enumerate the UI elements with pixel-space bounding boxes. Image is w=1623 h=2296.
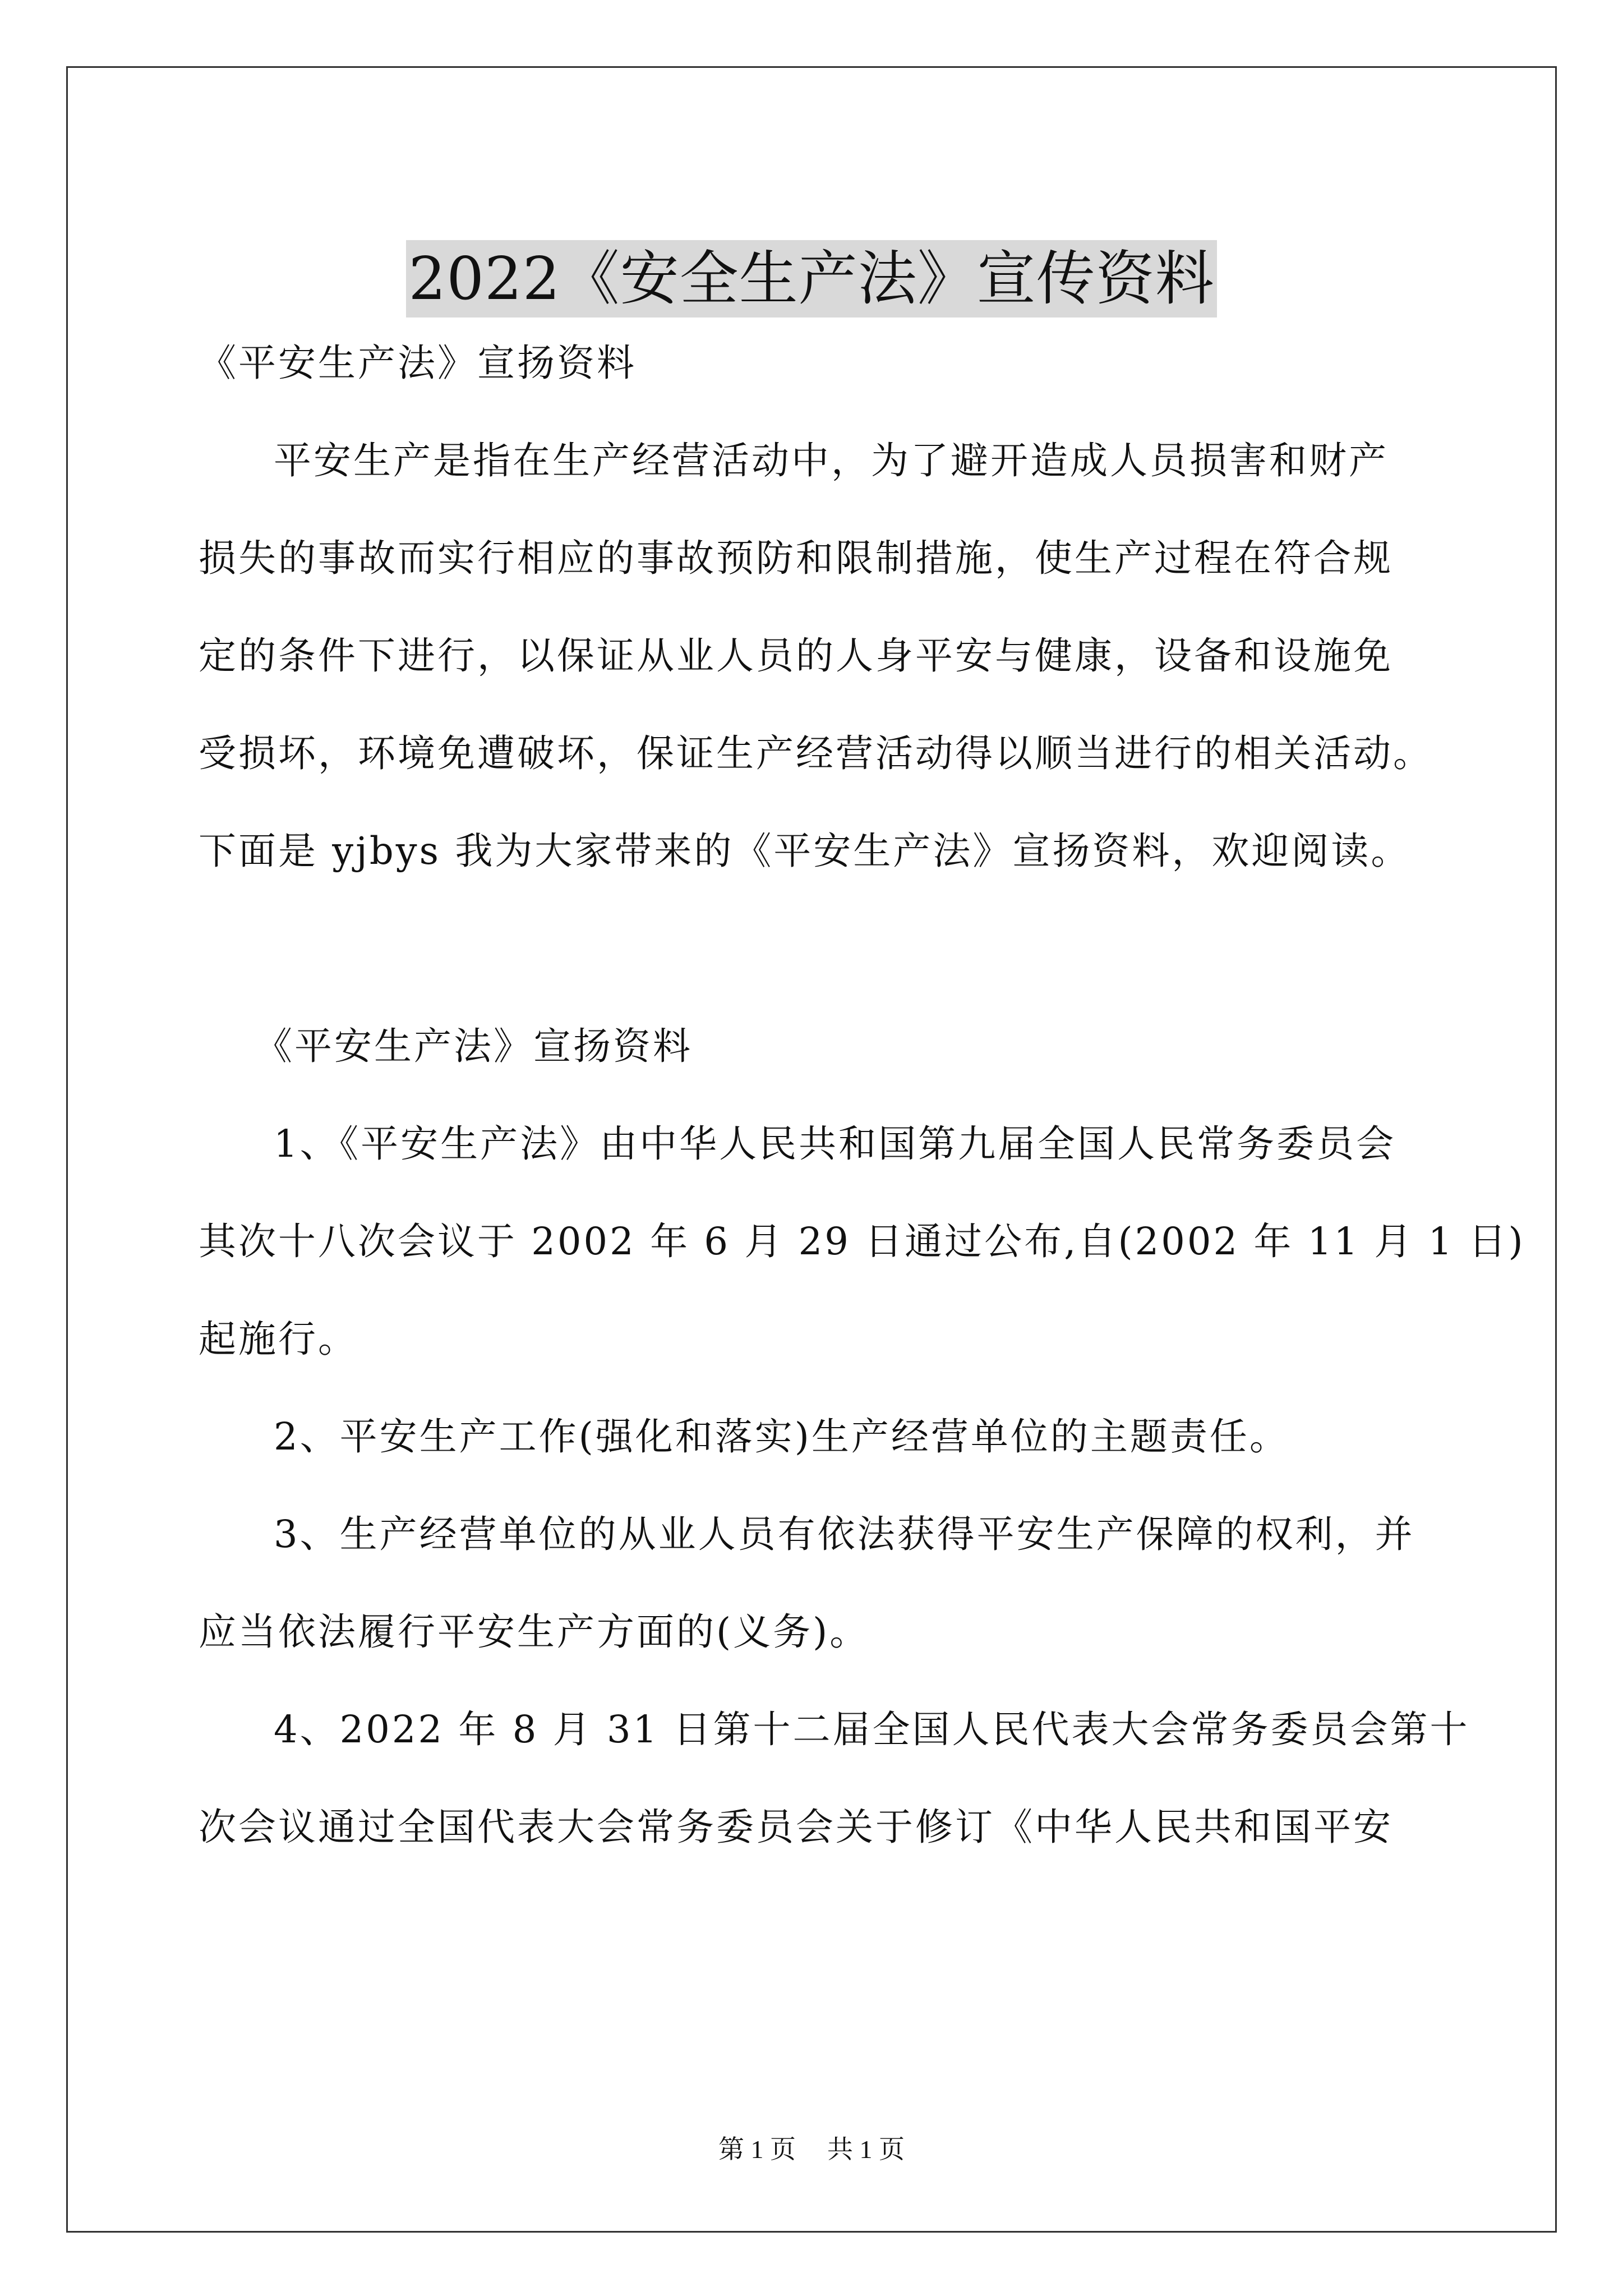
paragraph-line: 受损坏，环境免遭破坏，保证生产经营活动得以顺当进行的相关活动。 (199, 731, 1433, 775)
page-number-current: 第 1 页 (718, 2135, 796, 2164)
page-footer (0, 2133, 1623, 2166)
list-item-line: 3、生产经营单位的从业人员有依法获得平安生产保障的权利，并 (274, 1512, 1415, 1556)
page-number-total: 共 1 页 (827, 2135, 905, 2164)
paragraph-line: 定的条件下进行，以保证从业人员的人身平安与健康，设备和设施免 (199, 634, 1393, 678)
paragraph-line: 下面是 yjbys 我为大家带来的《平安生产法》宣扬资料，欢迎阅读。 (199, 829, 1411, 873)
paragraph-line: 平安生产是指在生产经营活动中，为了避开造成人员损害和财产 (274, 439, 1389, 482)
list-item-line: 次会议通过全国代表大会常务委员会关于修订《中华人民共和国平安 (199, 1805, 1393, 1849)
list-item-line: 起施行。 (199, 1317, 358, 1361)
list-item-line: 1、《平安生产法》由中华人民共和国第九届全国人民常务委员会 (274, 1122, 1396, 1166)
document-title: 2022《安全生产法》宣传资料 (406, 240, 1216, 318)
list-item-line: 其次十八次会议于 2002 年 6 月 29 日通过公布,自(2002 年 11 月 1 日) (199, 1220, 1525, 1263)
paragraph-line: 损失的事故而实行相应的事故预防和限制措施，使生产过程在符合规 (199, 536, 1393, 580)
list-item-line: 4、2022 年 8 月 31 日第十二届全国人民代表大会常务委员会第十 (274, 1708, 1470, 1751)
section-heading: 《平安生产法》宣扬资料 (199, 341, 637, 385)
list-item-line: 2、平安生产工作(强化和落实)生产经营单位的主题责任。 (274, 1415, 1289, 1458)
document-body (199, 314, 1525, 1876)
blank-line (199, 900, 1427, 997)
list-item-line: 应当依法履行平安生产方面的(义务)。 (199, 1610, 870, 1654)
section-heading: 《平安生产法》宣扬资料 (255, 1024, 693, 1068)
